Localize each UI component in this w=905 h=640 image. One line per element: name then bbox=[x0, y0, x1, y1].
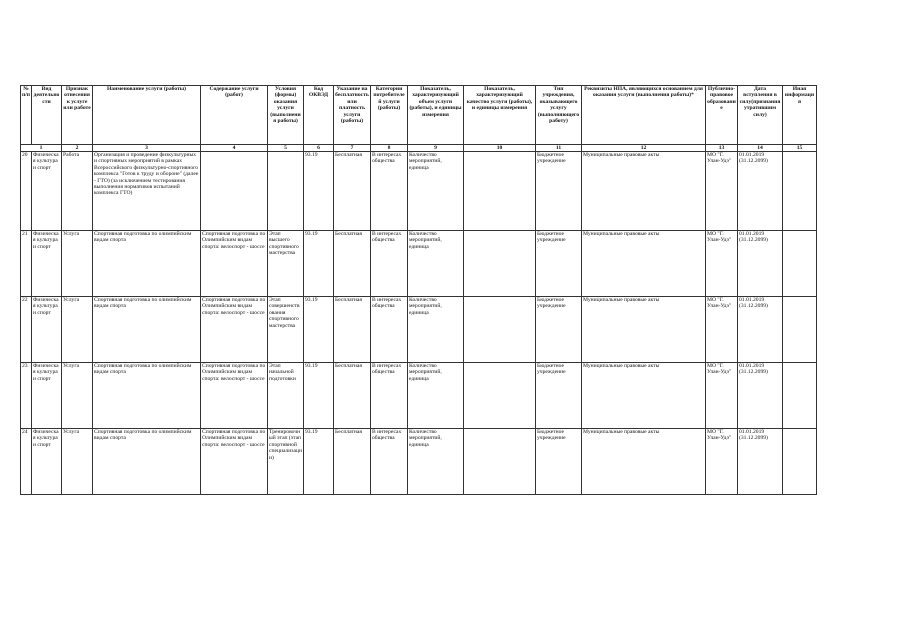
column-number: 4 bbox=[201, 145, 268, 152]
header-cell: Показатель, характеризующий качество услуги (работы), и единицы измерения bbox=[464, 86, 536, 145]
other-info bbox=[783, 363, 817, 429]
table-row bbox=[21, 429, 817, 495]
header-cell: Категории потребителей услуги (работы) bbox=[371, 86, 408, 145]
institution-type: Бюджетное учреждение bbox=[536, 297, 582, 363]
column-number: 11 bbox=[536, 145, 582, 152]
consumer-category: В интересах общества bbox=[371, 363, 408, 429]
header-row bbox=[21, 86, 817, 145]
header-cell: Реквизиты НПА, являющихся основанием для оказания услуги (выполнения работы)* bbox=[582, 86, 706, 145]
service-content: Спортивная подготовка по Олимпийским видам спорта: велоспорт - шоссе bbox=[201, 429, 268, 495]
header-cell: Показатель, характеризующий объем услуги (работы), и единицы измерения bbox=[408, 86, 464, 145]
column-number: 15 bbox=[783, 145, 817, 152]
service-name: Спортивная подготовка по олимпийским видам спорта bbox=[93, 363, 201, 429]
quality-indicator bbox=[464, 152, 536, 231]
row-number: 24 bbox=[21, 429, 32, 495]
consumer-category: В интересах общества bbox=[371, 231, 408, 297]
service-sign: Услуга bbox=[62, 297, 93, 363]
service-conditions bbox=[268, 152, 304, 231]
activity-kind: Физическая культура и спорт bbox=[32, 152, 62, 231]
npa-details: Муниципальные правовые акты bbox=[582, 152, 706, 231]
effective-date: 01.01.2019 (31.12.2099) bbox=[738, 363, 783, 429]
column-number-row bbox=[21, 145, 817, 152]
quality-indicator bbox=[464, 429, 536, 495]
okved-code: 93.19 bbox=[304, 152, 334, 231]
header-cell: Признак отнесения к услуге или работе bbox=[62, 86, 93, 145]
npa-details: Муниципальные правовые акты bbox=[582, 429, 706, 495]
institution-type: Бюджетное учреждение bbox=[536, 152, 582, 231]
table-row bbox=[21, 363, 817, 429]
service-name: Спортивная подготовка по олимпийским видам спорта bbox=[93, 231, 201, 297]
volume-indicator: Количество мероприятий, единица bbox=[408, 231, 464, 297]
header-cell: Условия (формы) оказания услуги (выполнения работы) bbox=[268, 86, 304, 145]
activity-kind: Физическая культура и спорт bbox=[32, 363, 62, 429]
column-number: 5 bbox=[268, 145, 304, 152]
payment-type: Бесплатная bbox=[334, 297, 371, 363]
service-conditions: Тренировочный этап (этап спортивной специализации) bbox=[268, 429, 304, 495]
consumer-category: В интересах общества bbox=[371, 429, 408, 495]
table-row bbox=[21, 297, 817, 363]
header-cell: № п/п bbox=[21, 86, 32, 145]
payment-type: Бесплатная bbox=[334, 429, 371, 495]
row-number: 21 bbox=[21, 231, 32, 297]
service-content bbox=[201, 152, 268, 231]
payment-type: Бесплатная bbox=[334, 363, 371, 429]
activity-kind: Физическая культура и спорт bbox=[32, 297, 62, 363]
column-number: 12 bbox=[582, 145, 706, 152]
institution-type: Бюджетное учреждение bbox=[536, 231, 582, 297]
service-content: Спортивная подготовка по Олимпийским видам спорта: велоспорт - шоссе bbox=[201, 297, 268, 363]
header-cell: Тип учреждения, оказывающего услугу (выполняющего работу) bbox=[536, 86, 582, 145]
quality-indicator bbox=[464, 231, 536, 297]
consumer-category: В интересах общества bbox=[371, 152, 408, 231]
column-number: 1 bbox=[21, 145, 62, 152]
column-number: 7 bbox=[334, 145, 371, 152]
row-number: 20 bbox=[21, 152, 32, 231]
effective-date: 01.01.2019 (31.12.2099) bbox=[738, 231, 783, 297]
public-entity: МО "Г. Улан-Удэ" bbox=[706, 297, 738, 363]
column-number: 9 bbox=[408, 145, 464, 152]
volume-indicator: Количество мероприятий, единица bbox=[408, 429, 464, 495]
row-number: 23 bbox=[21, 363, 32, 429]
okved-code: 93.19 bbox=[304, 231, 334, 297]
payment-type: Бесплатная bbox=[334, 152, 371, 231]
volume-indicator: Количество мероприятий, единица bbox=[408, 152, 464, 231]
header-cell: Иная информация bbox=[783, 86, 817, 145]
okved-code: 93.19 bbox=[304, 297, 334, 363]
header-cell: Публично-правовое образование bbox=[706, 86, 738, 145]
header-cell: Наименование услуги (работы) bbox=[93, 86, 201, 145]
public-entity: МО "Г. Улан-Удэ" bbox=[706, 152, 738, 231]
other-info bbox=[783, 231, 817, 297]
table-row bbox=[21, 231, 817, 297]
header-cell: Указание на бесплатность или платность услуги (работы) bbox=[334, 86, 371, 145]
effective-date: 01.01.2019 (31.12.2099) bbox=[738, 152, 783, 231]
volume-indicator: Количество мероприятий, единица bbox=[408, 363, 464, 429]
header-cell: Содержание услуги (работ) bbox=[201, 86, 268, 145]
activity-kind: Физическая культура и спорт bbox=[32, 429, 62, 495]
column-number: 3 bbox=[93, 145, 201, 152]
institution-type: Бюджетное учреждение bbox=[536, 363, 582, 429]
other-info bbox=[783, 152, 817, 231]
column-number: 13 bbox=[706, 145, 738, 152]
quality-indicator bbox=[464, 363, 536, 429]
table-row bbox=[21, 152, 817, 231]
other-info bbox=[783, 429, 817, 495]
effective-date: 01.01.2019 (31.12.2099) bbox=[738, 429, 783, 495]
header-cell: Вид деятельности bbox=[32, 86, 62, 145]
npa-details: Муниципальные правовые акты bbox=[582, 231, 706, 297]
column-number: 6 bbox=[304, 145, 334, 152]
service-sign: Услуга bbox=[62, 231, 93, 297]
service-conditions: Этап начальной подготовки bbox=[268, 363, 304, 429]
service-name: Организация и проведение физкультурных и спортивных мероприятий в рамках Всероссийского физкультурно-спортивного комплекса "Готов к труду и обороне" (далее - ГТО) (за исключением тестирования выполнения нормативов испытаний комплекса ГТО) bbox=[93, 152, 201, 231]
consumer-category: В интересах общества bbox=[371, 297, 408, 363]
service-content: Спортивная подготовка по Олимпийским видам спорта: велоспорт - шоссе bbox=[201, 231, 268, 297]
activity-kind: Физическая культура и спорт bbox=[32, 231, 62, 297]
okved-code: 93.19 bbox=[304, 429, 334, 495]
service-content: Спортивная подготовка по Олимпийским видам спорта: велоспорт - шоссе bbox=[201, 363, 268, 429]
okved-code: 93.19 bbox=[304, 363, 334, 429]
other-info bbox=[783, 297, 817, 363]
column-number: 14 bbox=[738, 145, 783, 152]
effective-date: 01.01.2019 (31.12.2099) bbox=[738, 297, 783, 363]
npa-details: Муниципальные правовые акты bbox=[582, 297, 706, 363]
service-sign: Услуга bbox=[62, 363, 93, 429]
column-number: 2 bbox=[62, 145, 93, 152]
payment-type: Бесплатная bbox=[334, 231, 371, 297]
public-entity: МО "Г. Улан-Удэ" bbox=[706, 429, 738, 495]
header-cell: Дата вступления в силу(признания утратившим силу) bbox=[738, 86, 783, 145]
column-number: 10 bbox=[464, 145, 536, 152]
npa-details: Муниципальные правовые акты bbox=[582, 363, 706, 429]
header-cell: Код ОКВЭД bbox=[304, 86, 334, 145]
service-name: Спортивная подготовка по олимпийским видам спорта bbox=[93, 429, 201, 495]
row-number: 22 bbox=[21, 297, 32, 363]
quality-indicator bbox=[464, 297, 536, 363]
institution-type: Бюджетное учреждение bbox=[536, 429, 582, 495]
service-sign: Работа bbox=[62, 152, 93, 231]
public-entity: МО "Г. Улан-Удэ" bbox=[706, 363, 738, 429]
service-name: Спортивная подготовка по олимпийским видам спорта bbox=[93, 297, 201, 363]
service-sign: Услуга bbox=[62, 429, 93, 495]
column-number: 8 bbox=[371, 145, 408, 152]
service-conditions: Этап высшего спортивного мастерства bbox=[268, 231, 304, 297]
service-conditions: Этап совершенствования спортивного мастерства bbox=[268, 297, 304, 363]
volume-indicator: Количество мероприятий, единица bbox=[408, 297, 464, 363]
services-registry-table bbox=[20, 85, 817, 495]
public-entity: МО "Г. Улан-Удэ" bbox=[706, 231, 738, 297]
